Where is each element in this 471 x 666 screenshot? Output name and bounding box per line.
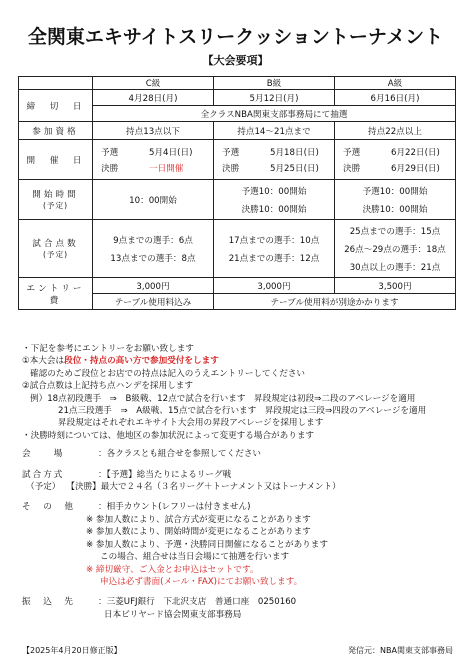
qualification-a: 持点22点以上	[335, 122, 456, 140]
other-value-7: 申込は必ず書面(メール・FAX)にてお願い致します。	[100, 576, 303, 587]
points-c-1: 13点までの選手：8点	[110, 253, 196, 264]
points-b-0: 17点までの選手：10点	[228, 235, 320, 246]
fee-a: 3,500円	[335, 278, 456, 294]
points-a-1: 26点～29点の選手：18点	[344, 244, 446, 255]
qualification-b: 持点14～21点まで	[214, 122, 335, 140]
venue-row	[22, 448, 462, 460]
table-row-start	[19, 180, 456, 220]
revision-date: 【2025年4月20日修正版】	[22, 646, 122, 655]
dates-b-v1: 5月25日(日)	[270, 163, 319, 174]
venue-value: ：各クラスとも組合せを参照してください	[98, 449, 262, 460]
deadline-c: 4月28日(月)	[93, 90, 214, 106]
start-label-planned: (予定)	[42, 201, 69, 210]
table-row-points	[19, 220, 456, 278]
table-row-deadline	[19, 90, 456, 106]
note-5: 昇段規定はそれぞれエキサイト大会用の昇段アベレージを採用します	[58, 418, 324, 429]
deadline-b: 5月12日(月)	[214, 90, 335, 106]
row-label-qualification: 参加資格	[19, 122, 93, 140]
page-subtitle: 【大会要項】	[202, 54, 269, 67]
row-label-deadline: 締 切 日	[19, 90, 93, 122]
table-row-qualification	[19, 122, 456, 140]
header-class-c: C級	[93, 77, 214, 90]
fee-c: 3,000円	[93, 278, 214, 294]
start-a-0: 予選10：00開始	[362, 186, 428, 197]
format-value-2: 【決勝】最大で２４名（３名リーグ＋トーナメント又はトーナメント）	[66, 482, 341, 493]
bank-row	[22, 596, 462, 608]
header-class-a: A級	[335, 77, 456, 90]
dates-a-k0: 予選	[343, 147, 361, 158]
bank-value-2: 日本ビリヤード協会関東支部事務局	[104, 609, 242, 620]
table-header-row	[19, 77, 456, 90]
start-a	[335, 180, 456, 220]
row-label-dates: 開 催 日	[19, 140, 93, 180]
header-blank	[19, 77, 93, 90]
start-a-1: 決勝10：00開始	[362, 204, 428, 215]
fee-note-c: テーブル使用料込み	[93, 294, 214, 310]
tournament-table	[18, 76, 456, 310]
dates-a-k1: 決勝	[343, 163, 361, 174]
bank-label: 振 込 先	[22, 597, 75, 608]
note-0: ・下記を参考にエントリーをお願い致します	[22, 344, 194, 354]
venue-label: 会 場	[22, 449, 65, 460]
lottery-note: 全クラスNBA関東支部事務局にて抽選	[93, 106, 456, 122]
note-2: ②試合点数は上記持ち点ハンデを採用します	[22, 381, 193, 392]
points-b-1: 21点までの選手：12点	[228, 253, 320, 264]
dates-c	[93, 140, 214, 180]
note-1c: 確認のためご段位とお店での持点は記入のうえエントリーしてください	[30, 368, 306, 379]
points-a	[335, 220, 456, 278]
note-3: 例）18点初段選手 ⇒ B級戦、12点で試合を行います 昇段規定は初段⇒二段のアベレージを適用	[30, 393, 416, 404]
other-value-4: ※ 参加人数により、予選・決勝同日開催になることがあります	[86, 539, 328, 550]
start-b-1: 決勝10：00開始	[241, 204, 307, 215]
points-a-2: 30点以上の選手：21点	[349, 262, 441, 273]
note-4: 21点三段選手 ⇒ A級戦、15点で試合を行います 昇段規定は三段⇒四段のアベレージを適用	[58, 406, 427, 417]
bank-value-1: ：三菱UFJ銀行 下北沢支店 普通口座 0250160	[98, 597, 297, 608]
note-1	[22, 355, 462, 367]
other-value-5: この場合、組合せは当日会場にて抽選を行います	[100, 552, 290, 563]
dates-b	[214, 140, 335, 180]
other-label: そ の 他	[22, 502, 75, 513]
deadline-a: 6月16日(月)	[335, 90, 456, 106]
points-b	[214, 220, 335, 278]
points-a-0: 25点までの選手：15点	[349, 226, 441, 237]
issuer: 発信元：NBA関東支部事務局	[348, 646, 453, 655]
start-b	[214, 180, 335, 220]
format-label-planned: （予定）	[26, 482, 61, 493]
dates-b-v0: 5月18日(日)	[270, 147, 319, 158]
note-6: ・決勝時刻については、他地区の参加状況によって変更する場合があります	[22, 430, 315, 441]
other-value-6: ※ 締切厳守、ご入金とお申込はセットです。	[86, 564, 259, 575]
note-1a: ①本大会は	[22, 356, 65, 367]
points-c	[93, 220, 214, 278]
dates-a-v0: 6月22日(日)	[391, 147, 440, 158]
table-row-fee	[19, 278, 456, 294]
points-label-planned: (予定)	[42, 250, 69, 259]
points-c-0: 9点までの選手：6点	[113, 235, 193, 246]
dates-c-v0: 5月4日(日)	[149, 147, 193, 158]
start-label: 開始時間	[32, 190, 79, 200]
format-value-1: ：【予選】総当たりによるリーグ戦	[98, 469, 232, 480]
dates-c-k1: 決勝	[101, 163, 119, 174]
row-label-fee: エントリー費	[19, 278, 93, 310]
other-row	[22, 501, 462, 513]
dates-b-k1: 決勝	[222, 163, 240, 174]
start-b-0: 予選10：00開始	[241, 186, 307, 197]
format-row	[22, 469, 462, 481]
row-label-points	[19, 220, 93, 278]
other-value-2: ※ 参加人数により、試合方式が変更になることがあります	[86, 514, 311, 525]
other-value-3: ※ 参加人数により、開始時間が変更になることがあります	[86, 527, 311, 538]
dates-c-k0: 予選	[101, 147, 119, 158]
table-row-dates	[19, 140, 456, 180]
fee-note-ab: テーブル使用料が別途かかります	[214, 294, 456, 310]
fee-b: 3,000円	[214, 278, 335, 294]
dates-a	[335, 140, 456, 180]
qualification-c: 持点13点以下	[93, 122, 214, 140]
format-label: 試合方式	[22, 469, 65, 480]
start-c: 10：00開始	[93, 180, 214, 220]
header-class-b: B級	[214, 77, 335, 90]
note-1b: 段位・持点の高い方で参加受付をします	[64, 356, 219, 367]
dates-b-k0: 予選	[222, 147, 240, 158]
other-value-1: ：相手カウント(レフリーは付きません)	[98, 502, 251, 513]
dates-a-v1: 6月29日(日)	[391, 163, 440, 174]
row-label-start	[19, 180, 93, 220]
notes-section	[22, 343, 462, 621]
page-title: 全関東エキサイトスリークッショントーナメント	[27, 26, 444, 48]
points-label: 試合点数	[32, 239, 79, 249]
dates-c-v1: 一日開催	[149, 163, 184, 174]
